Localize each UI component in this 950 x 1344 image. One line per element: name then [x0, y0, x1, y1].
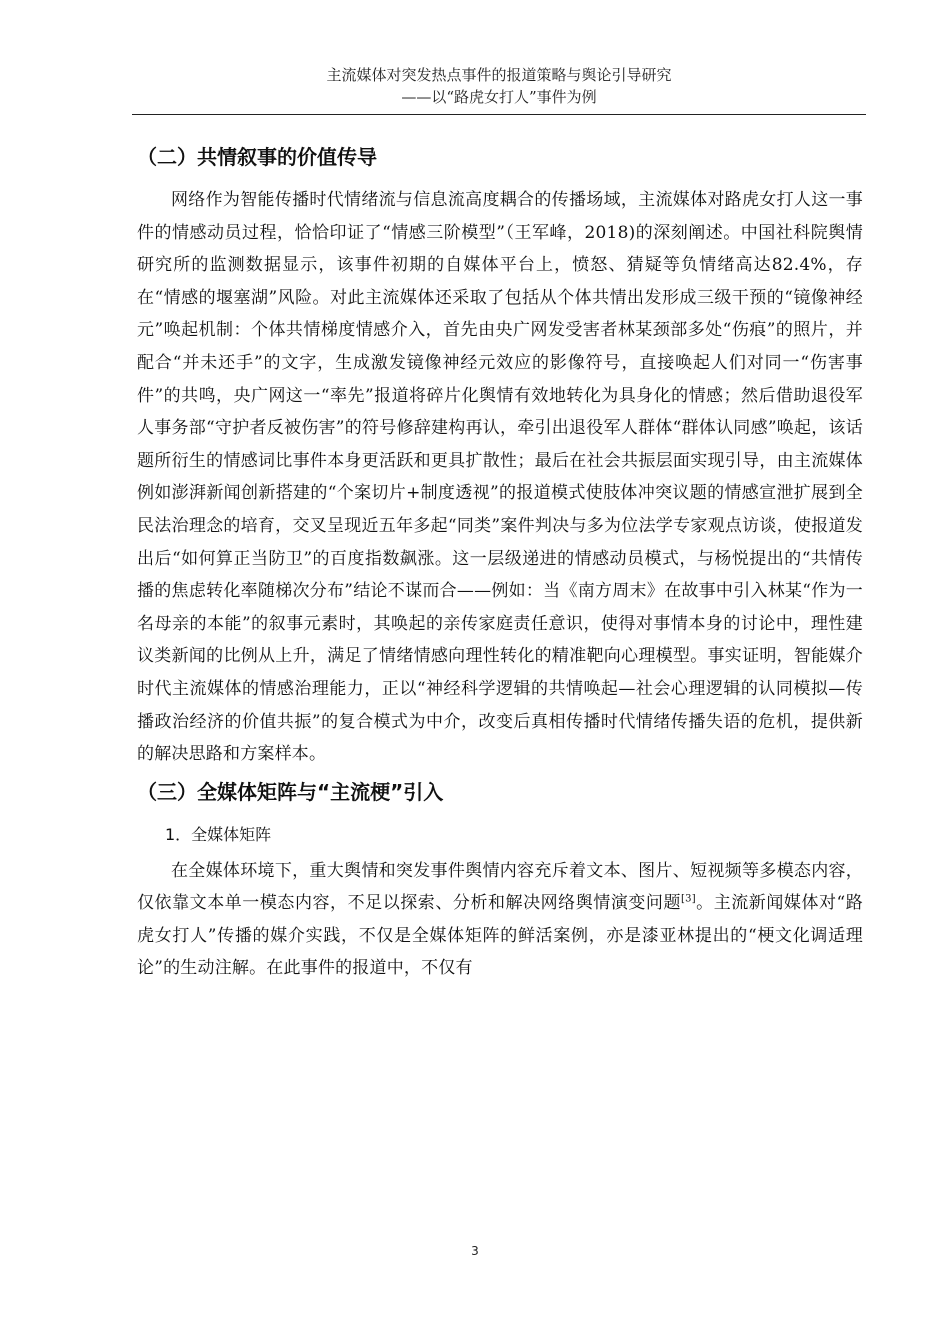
header-divider	[132, 114, 866, 115]
header-title: 主流媒体对突发热点事件的报道策略与舆论引导研究	[326, 66, 672, 84]
citation-reference[interactable]: [3]	[681, 893, 696, 905]
paragraph-text-before-citation: 在全媒体环境下，重大舆情和突发事件舆情内容充斥着文本、图片、短视频等多模态内容，仅依靠文本单一模态内容，不足以探索、分析和解决网络舆情演变问题	[137, 860, 863, 914]
section-heading-3: （三）全媒体矩阵与“主流梗”引入	[137, 779, 444, 804]
section-2-paragraph: 网络作为智能传播时代情绪流与信息流高度耦合的传播场域，主流媒体对路虎女打人这一事件的情感动员过程，恰恰印证了“情感三阶模型”（王军峰，2018)的深刻阐述。中国社科院舆情研究所的监测数据显示，该事件初期的自媒体平台上，愤怒、猜疑等负情绪高达82.4%，存在“情感的堰塞湖”风险。对此主流媒体还采取了包括从个体共情出发形成三级干预的“镜像神经元”唤起机制：个体共情梯度情感介入，首先由央广网发受害者林某颈部多处“伤痕”的照片，并配合“并未还手”的文字，生成激发镜像神经元效应的影像符号，直接唤起人们对同一“伤害事件”的共鸣，央广网这一“率先”报道将碎片化舆情有效地转化为具身化的情感；然后借助退役军人事务部“守护者反被伤害”的符号修辞建构再认，牵引出退役军人群体“群体认同感”唤起，该话题所衍生的情感词比事件本身更活跃和更具扩散性；最后在社会共振层面实现引导，由主流媒体例如澎湃新闻创新搭建的“个案切片+制度透视”的报道模式使肢体冲突议题的情感宣泄扩展到全民法治理念的培育，交叉呈现近五年多起“同类”案件判决与多为位法学专家观点访谈，使报道发出后“如何算正当防卫”的百度指数飙涨。这一层级递进的情感动员模式，与杨悦提出的“共情传播的焦虑转化率随梯次分布”结论不谋而合——例如：当《南方周末》在故事中引入林某“作为一名母亲的本能”的叙事元素时，其唤起的亲传家庭责任意识，使得对事情本身的讨论中，理性建议类新闻的比例从上升，满足了情绪情感向理性转化的精准靶向心理模型。事实证明，智能媒介时代主流媒体的情感治理能力，正以“神经科学逻辑的共情唤起—社会心理逻辑的认同模拟—传播政治经济的价值共振”的复合模式为中介，改变后真相传播时代情绪传播失语的危机，提供新的解决思路和方案样本。	[137, 190, 863, 765]
running-header	[132, 64, 866, 108]
subsection-heading-1: 1．全媒体矩阵	[165, 824, 272, 844]
page-number: 3	[471, 1244, 479, 1258]
header-subtitle: ——以“路虎女打人”事件为例	[401, 88, 597, 106]
section-heading-2: （二）共情叙事的价值传导	[137, 145, 377, 169]
page-body	[137, 130, 863, 985]
paragraph-text-after-citation: 。主流新闻媒体对“路虎女打人”传播的媒介实践，不仅是全媒体矩阵的鲜活案例，亦是漆亚林提出的“梗文化调适理论”的生动注解。在此事件的报道中，不仅有	[137, 893, 863, 979]
section-3-paragraph	[137, 855, 863, 985]
